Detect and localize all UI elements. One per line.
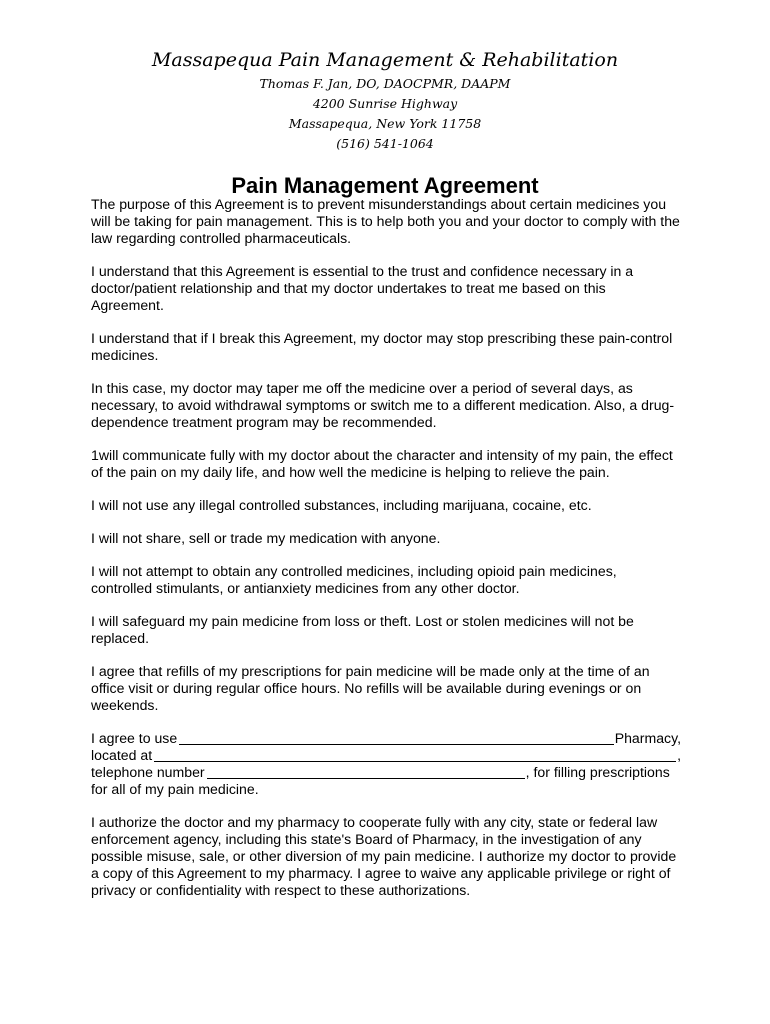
paragraph-no-share: I will not share, sell or trade my medication with anyone. xyxy=(91,530,441,546)
pharmacy-name-field[interactable] xyxy=(179,731,614,745)
phone-row xyxy=(91,764,681,781)
paragraph-break-agreement: I understand that if I break this Agreement, my doctor may stop prescribing these pain-control medicines. xyxy=(91,330,673,363)
practice-name: Massapequa Pain Management & Rehabilitation xyxy=(151,49,619,71)
pharmacy-phone-field[interactable] xyxy=(207,765,525,779)
paragraph-purpose: The purpose of this Agreement is to prevent misunderstandings about certain medicines you will be taking for pain management. This is to help both you and your doctor to comply with the law regarding controlled pharmaceuticals. xyxy=(91,196,680,246)
paragraph-safeguard: I will safeguard my pain medicine from loss or theft. Lost or stolen medicines will not be replaced. xyxy=(91,613,634,646)
agreement-body xyxy=(91,196,681,915)
pharmacy-prefix: I agree to use xyxy=(91,730,178,746)
paragraph-other-doctor: I will not attempt to obtain any controlled medicines, including opioid pain medicines, controlled stimulants, or antianxiety medicines from any other doctor. xyxy=(91,563,617,596)
paragraph-refills: I agree that refills of my prescriptions for pain medicine will be made only at the time of an office visit or during regular office hours. No refills will be available during evenings or on weekends. xyxy=(91,663,650,713)
street-address: 4200 Sunrise Highway xyxy=(312,96,458,111)
paragraph-trust: I understand that this Agreement is essential to the trust and confidence necessary in a doctor/patient relationship and that my doctor undertakes to treat me based on this Agreement. xyxy=(91,263,634,313)
pharmacy-location-field[interactable] xyxy=(154,748,676,762)
phone-suffix: , for filling prescriptions xyxy=(525,764,670,780)
letterhead xyxy=(0,46,770,154)
pharmacy-row xyxy=(91,730,681,747)
phone-number: (516) 541-1064 xyxy=(336,136,434,151)
physician-name: Thomas F. Jan, DO, DAOCPMR, DAAPM xyxy=(259,76,511,91)
location-row xyxy=(91,747,681,764)
pharmacy-closing: for all of my pain medicine. xyxy=(91,781,259,797)
pharmacy-clause xyxy=(91,730,681,798)
pharmacy-suffix: Pharmacy, xyxy=(614,730,681,746)
phone-prefix: telephone number xyxy=(91,764,205,780)
paragraph-authorization: I authorize the doctor and my pharmacy to cooperate fully with any city, state or federal law enforcement agency, including this state's Board of Pharmacy, in the investigation of any possible misuse, sale, or other diversion of my pain medicine. I authorize my doctor to provide a copy of this Agreement to my pharmacy. I agree to waive any applicable privilege or right of privacy or confidentiality with respect to these authorizations. xyxy=(91,814,677,898)
location-prefix: located at xyxy=(91,747,153,763)
paragraph-illegal-substances: I will not use any illegal controlled substances, including marijuana, cocaine, etc. xyxy=(91,497,592,513)
paragraph-taper: In this case, my doctor may taper me off the medicine over a period of several days, as necessary, to avoid withdrawal symptoms or switch me to a different medication. Also, a drug-dependence treatment program may be recommended. xyxy=(91,380,675,430)
document-title: Pain Management Agreement xyxy=(231,173,539,198)
location-suffix: , xyxy=(677,747,681,763)
paragraph-communicate: 1will communicate fully with my doctor about the character and intensity of my pain, the effect of the pain on my daily life, and how well the medicine is helping to relieve the pain. xyxy=(91,447,673,480)
city-address: Massapequa, New York 11758 xyxy=(288,116,482,131)
